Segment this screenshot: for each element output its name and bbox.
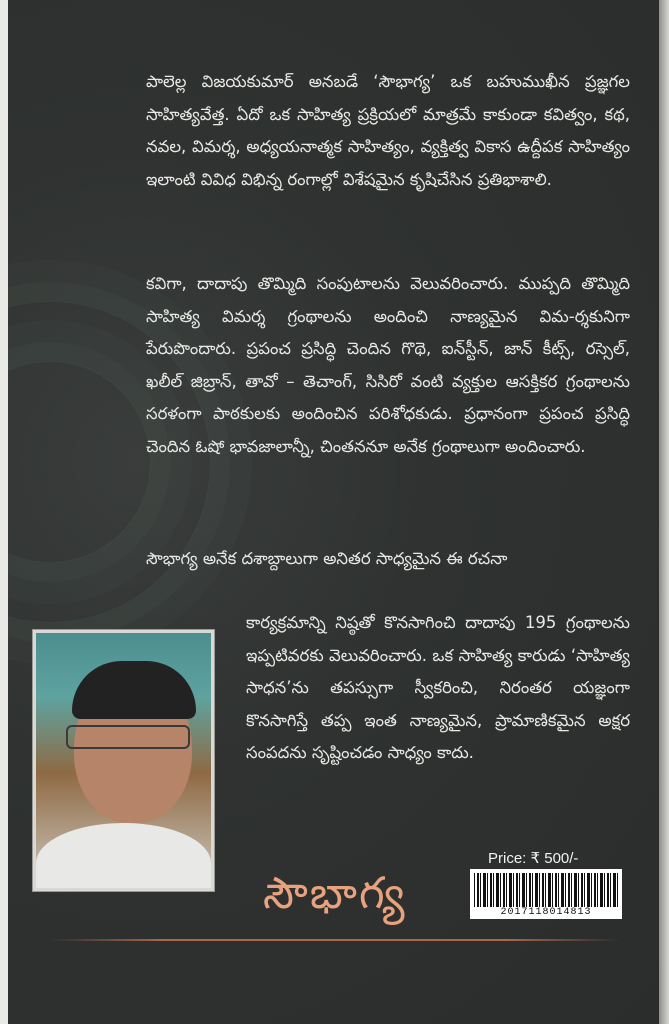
- paragraph-text: కార్యక్రమాన్ని నిష్ఠతో కొనసాగించి దాదాపు 195 గ్రంథాలను ఇప్పటివరకు వెలువరించారు. ఒక సాహిత్య కారుడు ‘సాహిత్య సాధన’ను తపస్సుగా స్వీకరించి, నిరంతర యజ్ఞంగా కొనసాగిస్తే తప్ప ఇంత నాణ్యమైన, ప్రామాణికమైన అక్షర సంపదను సృష్టించడం సాధ్యం కాదు.: [246, 613, 630, 762]
- author-photo: [33, 630, 214, 891]
- author-portrait-image: [36, 633, 211, 888]
- back-cover: [8, 0, 659, 1024]
- paragraph-text: పాలెల్ల విజయకుమార్ అనబడే ‘సౌభాగ్య’ ఒక బహుముఖీన ప్రజ్ఞగల సాహిత్యవేత్త. ఏదో ఒక సాహిత్య ప్రక్రియలో మాత్రమే కాకుండా కవిత్వం, కథ, నవల, విమర్శ, అధ్యయనాత్మక సాహిత్యం, వ్యక్తిత్వ వికాస ఉద్దీపక సాహిత్యం ఇలాంటి వివిధ విభిన్న రంగాల్లో విశేషమైన కృషిచేసిన ప్రతిభాశాలి.: [146, 72, 630, 189]
- paragraph-text: కవిగా, దాదాపు తొమ్మిది సంపుటాలను వెలువరించారు. ముప్పది తొమ్మిది సాహిత్య విమర్శ గ్రంథాలను అందించి నాణ్యమైన విమ-ర్శకునిగా పేరుపొందారు. ప్రపంచ ప్రసిద్ధి చెందిన గొథె, ఐన్‌స్టీన్, జాన్ కీట్స్, రస్సెల్, ఖలీల్ జిబ్రాన్, తావో – తెచాంగ్, సిసిరో వంటి వ్యక్తుల ఆసక్తికర గ్రంథాలను సరళంగా పాఠకులకు అందించిన పరిశోధకుడు. ప్రధానంగా ప్రపంచ ప్రసిద్ధి చెందిన ఓషో భావజాలాన్నీ, చింతననూ అనేక గ్రంథాలుగా అందించారు.: [146, 274, 630, 456]
- author-bio-paragraph-3-rest: [246, 607, 630, 770]
- decorative-divider: [50, 939, 620, 941]
- barcode-bars: [474, 873, 618, 907]
- author-bio-paragraph-3-first-line: [146, 543, 630, 576]
- book-author-name: సౌభాగ్య: [263, 868, 407, 919]
- price-label: Price: ₹ 500/-: [488, 850, 579, 867]
- barcode: [470, 869, 622, 919]
- book-spine-edge: [659, 0, 669, 1024]
- author-bio-paragraph-1: [146, 66, 630, 196]
- barcode-number: 2017118014813: [500, 907, 592, 918]
- paragraph-text: సౌభాగ్య అనేక దశాబ్దాలుగా అనితర సాధ్యమైన ఈ రచనా: [146, 549, 508, 568]
- author-bio-paragraph-2: [146, 268, 630, 463]
